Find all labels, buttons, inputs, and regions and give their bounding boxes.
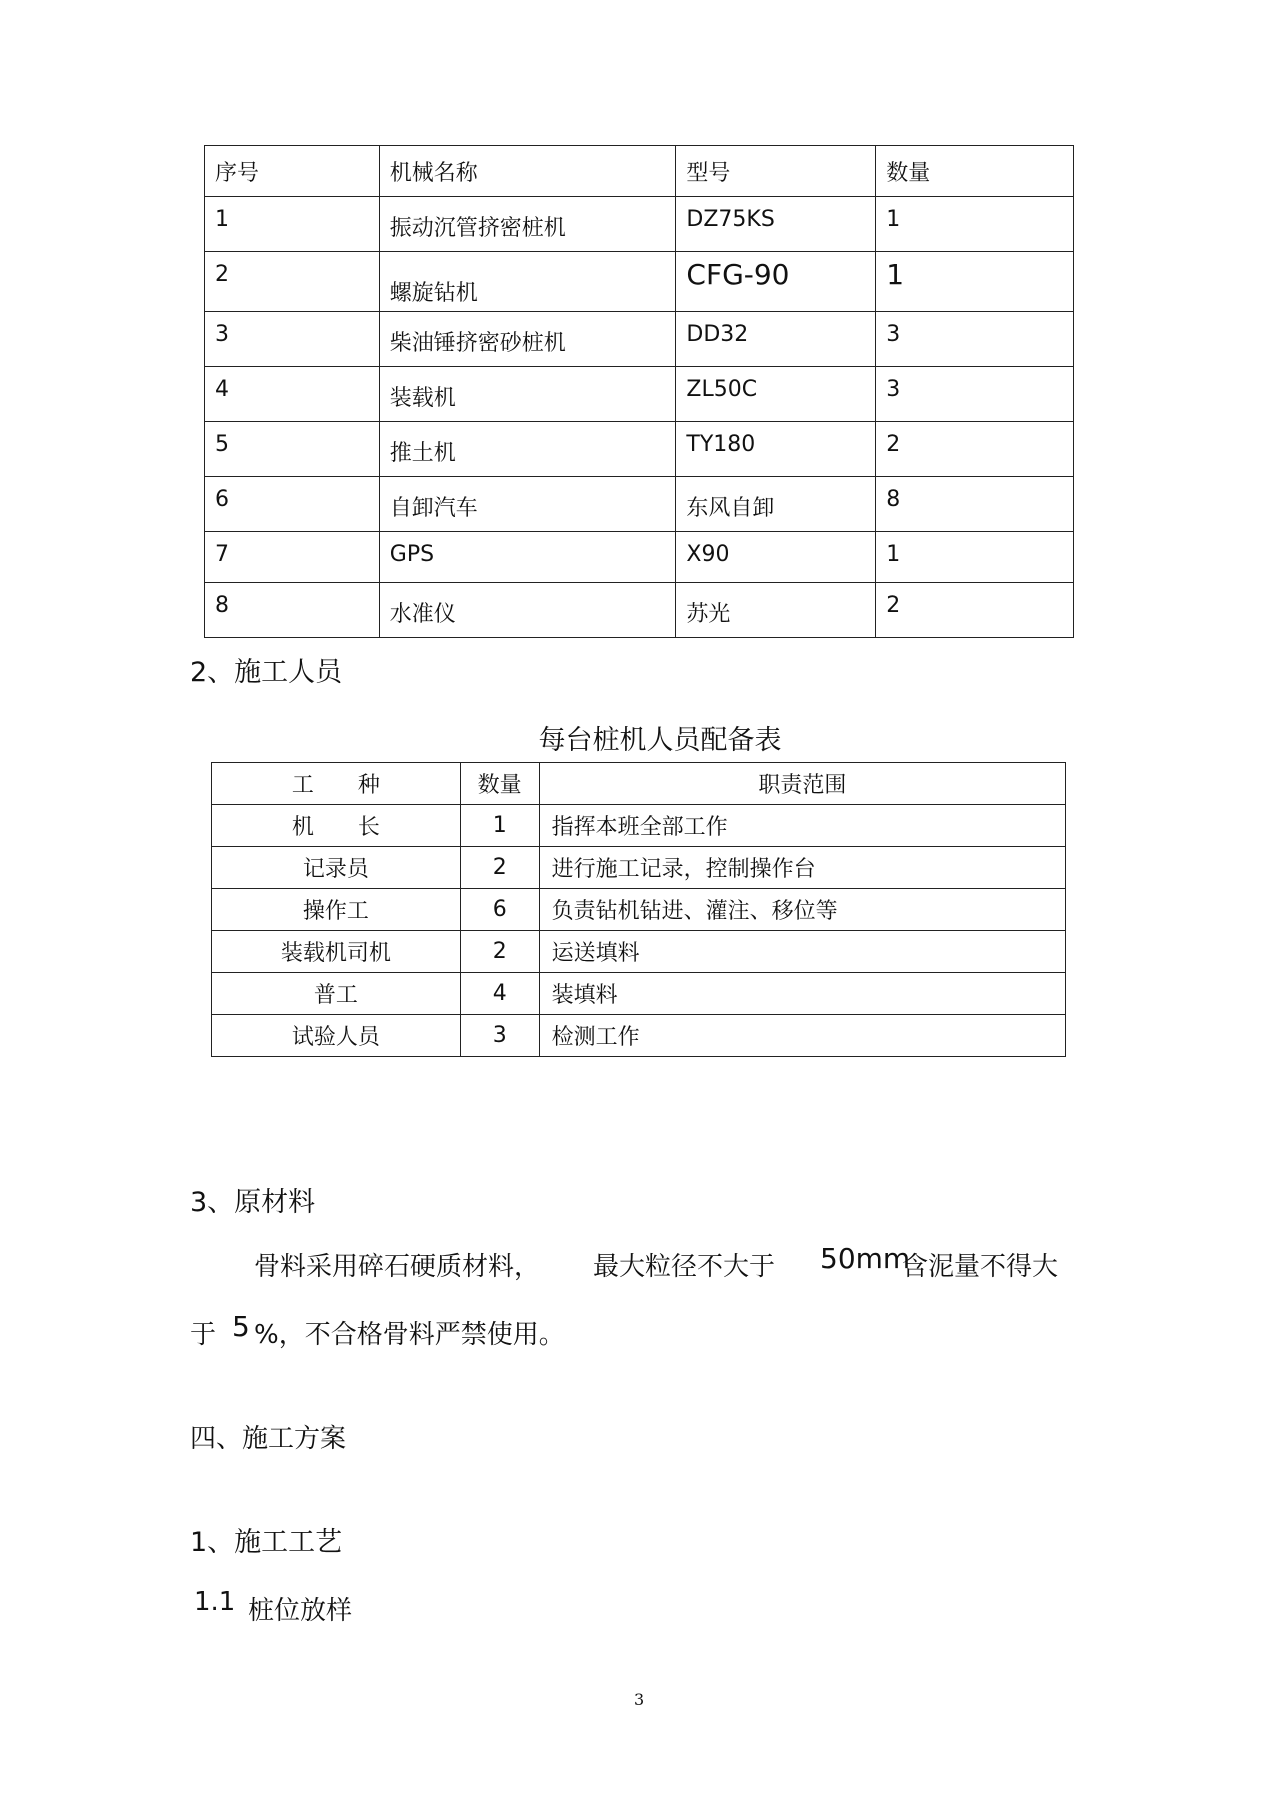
table-cell: 1: [876, 532, 1074, 583]
table-row: [205, 367, 1074, 422]
table-cell: X90: [676, 532, 876, 583]
table-cell: 1: [460, 805, 539, 847]
material-text-part: 最大粒径不大于: [593, 1252, 776, 1282]
table-cell: 1: [876, 197, 1074, 252]
table-cell: 负责钻机钻进、灌注、移位等: [539, 889, 1065, 931]
table-cell: 1: [876, 252, 1074, 312]
table-cell: 装载机: [379, 367, 676, 422]
table-row: [212, 973, 1066, 1015]
material-text-part: 于: [190, 1320, 217, 1350]
table-cell: 6: [205, 477, 380, 532]
table-cell: 8: [876, 477, 1074, 532]
page-number: 3: [634, 1690, 645, 1709]
table-row: [205, 197, 1074, 252]
table-cell: 机 长: [212, 805, 461, 847]
table-cell: 试验人员: [212, 1015, 461, 1057]
table-cell: 3: [876, 367, 1074, 422]
material-text-part: 5: [232, 1310, 250, 1343]
table-cell: 4: [460, 973, 539, 1015]
table-row: [205, 312, 1074, 367]
table-cell: 振动沉管挤密桩机: [379, 197, 676, 252]
subsection-number: 1.1: [194, 1587, 236, 1617]
material-text-part: %，不合格骨料严禁使用。: [254, 1320, 565, 1350]
table-cell: 6: [460, 889, 539, 931]
staff-table-caption: 每台桩机人员配备表: [538, 725, 782, 756]
header-cell: 型号: [676, 146, 876, 197]
table-row: [212, 805, 1066, 847]
table-cell: 4: [205, 367, 380, 422]
table-cell: 1: [205, 197, 380, 252]
table-cell: ZL50C: [676, 367, 876, 422]
table-cell: 推土机: [379, 422, 676, 477]
table-cell: 2: [876, 422, 1074, 477]
header-cell: 职责范围: [539, 763, 1065, 805]
header-cell: 工 种: [212, 763, 461, 805]
table-cell: 装填料: [539, 973, 1065, 1015]
table-header-row: [212, 763, 1066, 805]
table-cell: 装载机司机: [212, 931, 461, 973]
material-text-part: 50mm: [820, 1242, 911, 1275]
table-cell: 螺旋钻机: [379, 252, 676, 312]
table-row: [212, 931, 1066, 973]
table-cell: 3: [876, 312, 1074, 367]
table-cell: 操作工: [212, 889, 461, 931]
section-heading-material: 3、原材料: [190, 1187, 316, 1218]
table-cell: 苏光: [676, 583, 876, 638]
table-row: [205, 532, 1074, 583]
table-cell: 水准仪: [379, 583, 676, 638]
table-row: [205, 252, 1074, 312]
header-cell: 机械名称: [379, 146, 676, 197]
table-cell: 柴油锤挤密砂桩机: [379, 312, 676, 367]
table-cell: 2: [460, 847, 539, 889]
table-cell: 普工: [212, 973, 461, 1015]
material-text-part: 骨料采用碎石硬质材料，: [254, 1252, 541, 1282]
table-cell: 记录员: [212, 847, 461, 889]
table-cell: 2: [460, 931, 539, 973]
header-cell: 数量: [460, 763, 539, 805]
table-row: [212, 889, 1066, 931]
header-cell: 数量: [876, 146, 1074, 197]
table-cell: DD32: [676, 312, 876, 367]
table-cell: TY180: [676, 422, 876, 477]
table-cell: GPS: [379, 532, 676, 583]
table-cell: 指挥本班全部工作: [539, 805, 1065, 847]
table-cell: 5: [205, 422, 380, 477]
table-cell: DZ75KS: [676, 197, 876, 252]
header-cell: 序号: [205, 146, 380, 197]
subsection-title: 桩位放样: [248, 1596, 353, 1626]
table-cell: 自卸汽车: [379, 477, 676, 532]
table-row: [212, 847, 1066, 889]
table-cell: 检测工作: [539, 1015, 1065, 1057]
table-cell: 2: [205, 252, 380, 312]
subsection-heading: 1、施工工艺: [190, 1527, 343, 1558]
staff-table: [211, 762, 1066, 1057]
table-cell: 8: [205, 583, 380, 638]
table-row: [212, 1015, 1066, 1057]
table-row: [205, 477, 1074, 532]
table-cell: 7: [205, 532, 380, 583]
table-cell: 进行施工记录，控制操作台: [539, 847, 1065, 889]
table-cell: 3: [460, 1015, 539, 1057]
table-cell: 2: [876, 583, 1074, 638]
table-header-row: [205, 146, 1074, 197]
material-text-part: 含泥量不得大: [902, 1252, 1059, 1282]
table-cell: 3: [205, 312, 380, 367]
table-cell: 运送填料: [539, 931, 1065, 973]
equipment-table: [204, 145, 1074, 638]
section-heading-staff: 2、施工人员: [190, 657, 343, 688]
section-heading-plan: 四、施工方案: [190, 1424, 347, 1454]
table-row: [205, 583, 1074, 638]
table-cell: CFG-90: [676, 252, 876, 312]
table-cell: 东风自卸: [676, 477, 876, 532]
table-row: [205, 422, 1074, 477]
